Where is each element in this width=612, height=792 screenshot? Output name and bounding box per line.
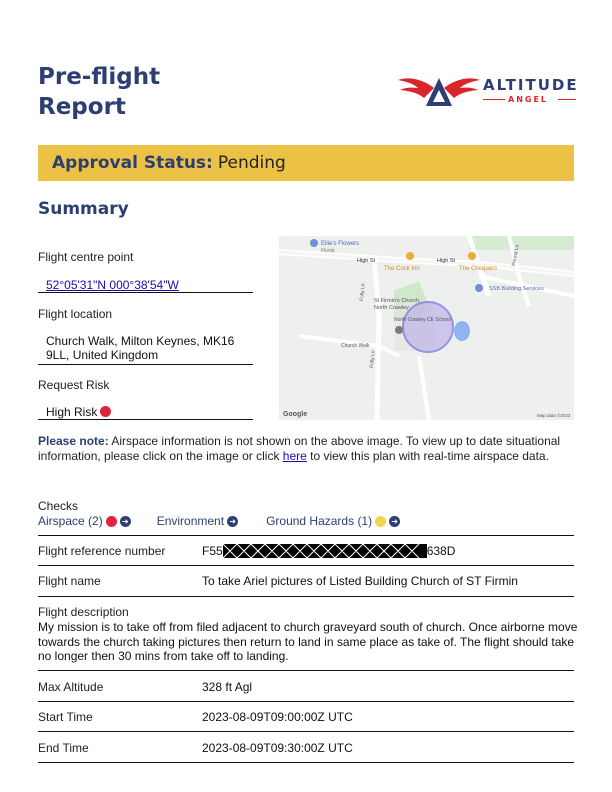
map-label-folly-ln-2: Folly Ln [369,350,377,369]
map-label-cock-inn: The Cock Inn [384,266,420,272]
risk-label: Request Risk [38,378,110,392]
flight-name-value: To take Ariel pictures of Listed Building Church of ST Firmin [202,574,518,588]
max-altitude-label: Max Altitude [38,680,104,694]
location-underline [38,364,253,365]
summary-heading: Summary [38,199,129,219]
check-environment-label: Environment [156,514,225,528]
checks-label: Checks [38,499,79,513]
logo-line-left [483,99,505,100]
divider [38,565,574,566]
map-label-chequers: The Chequers [459,266,498,272]
ref-suffix: 638D [426,544,456,558]
check-ground-hazards-label: Ground Hazards (1) [266,514,373,528]
map-google-logo: Google [283,411,308,418]
high-risk-dot-icon [100,406,111,417]
map-label-firmin-2: North Crawley [374,305,409,311]
logo-sub-text: ANGEL [508,95,549,104]
approval-status-label: Approval Status: [52,153,213,173]
description-value: My mission is to take off from filed adjacent to church graveyard south of church. Once airborne move towards the church taking pictures then return to land in same place as take of. The flight should take no longer then 30 mins from take off to landing. [38,620,578,663]
note-bold: Please note: [38,434,109,448]
check-ground-hazards[interactable] [266,514,400,528]
location-value [46,334,234,362]
here-link[interactable]: here [282,448,307,463]
start-time-label: Start Time [38,710,93,724]
ground-hazard-yellow-dot-icon [375,516,386,527]
centre-point-underline [38,292,253,293]
risk-value: High Risk [46,405,98,419]
check-environment[interactable] [157,514,238,528]
map-label-ellies: Ellie's Flowers [321,241,360,247]
risk-underline [38,419,253,420]
redacted-block [223,544,427,558]
airspace-note [38,434,578,463]
ref-label: Flight reference number [38,544,166,558]
arrow-right-icon[interactable]: ➜ [389,516,400,527]
centre-point-link[interactable]: 52°05'31"N 000°38'54"W [46,278,179,292]
divider [38,762,574,763]
divider [38,731,574,732]
checks-row [38,514,414,528]
max-altitude-value: 328 ft Agl [202,680,253,694]
approval-status-bar [38,145,574,181]
centre-point-label: Flight centre point [38,250,134,264]
map-label-church-walk: Church Walk [341,343,370,349]
approval-status-value: Pending [217,153,286,173]
airspace-red-dot-icon [106,516,117,527]
altitude-angel-logo [398,70,578,110]
ref-value [202,544,455,558]
title-line-2: Report [38,94,126,120]
end-time-label: End Time [38,741,89,755]
map-label-pound-ln: Pound Ln [511,244,521,267]
map-graphic [279,236,574,420]
flight-name-label: Flight name [38,574,101,588]
map-label-high-st-right: High St [437,258,456,264]
map-data-credit: Map data ©2023 [537,413,571,418]
arrow-right-icon[interactable]: ➜ [227,516,238,527]
title-line-1: Pre-flight [38,64,161,90]
map-label-school: North Crawley CE School [394,317,451,323]
logo-line-right [558,99,576,100]
location-line-1: Church Walk, Milton Keynes, MK16 [46,334,235,348]
map-label-ellies-florist: Florist [321,248,335,254]
page-title [38,62,238,122]
divider [38,596,574,597]
location-line-2: 9LL, United Kingdom [46,348,159,362]
note-text-1: Airspace information is not shown on the above image. To view up to date situational information, please click on the image or click [38,434,561,463]
check-airspace-label: Airspace (2) [38,514,103,528]
map-label-firmin-1: St Firmin's Church, [374,298,421,304]
wings-icon [398,70,480,110]
flight-map[interactable] [279,236,574,420]
divider [38,701,574,702]
check-airspace[interactable] [38,514,131,528]
risk-value-row [46,405,111,419]
ref-prefix: F55 [202,544,223,558]
start-time-value: 2023-08-09T09:00:00Z UTC [202,710,353,724]
divider [38,535,574,536]
map-label-ssb: SSB Building Services [489,286,544,292]
map-label-high-st-left: High St [357,258,376,264]
map-label-folly-ln: Folly Ln [359,283,367,302]
location-label: Flight location [38,307,113,321]
divider [38,670,574,671]
logo-text: ALTITUDE [483,76,579,94]
description-label: Flight description [38,605,129,619]
arrow-right-icon[interactable]: ➜ [120,516,131,527]
note-text-2: to view this plan with real-time airspace data. [306,448,549,463]
end-time-value: 2023-08-09T09:30:00Z UTC [202,741,353,755]
